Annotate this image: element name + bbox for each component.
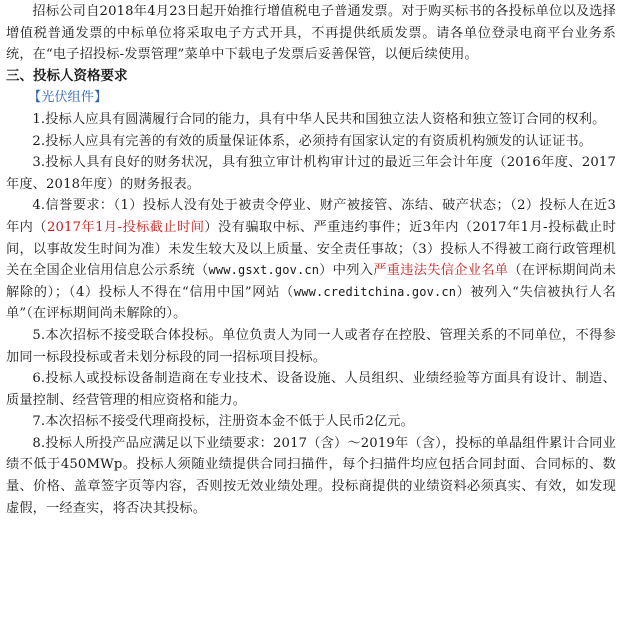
requirement-item-1: 1.投标人应具有圆满履行合同的能力，具有中华人民共和国独立法人资格和独立签订合同的权利。 [32,111,606,127]
item4-part-c: ）中列入 [319,263,374,279]
intro-paragraph: 招标公司自2018年4月23日起开始推行增值税电子普通发票。对于购买标书的各投标单位以及选择增值税普通发票的中标单位将采取电子方式开具，不再提供纸质发票。请各单位登录电商平台业务系统，在“电子招投标-发票管理”菜单中下载电子发票后妥善保管，以便后续使用。 [6,4,616,63]
requirement-item-5: 5.本次招标不接受联合体投标。单位负责人为同一人或者存在控股、管理关系的不同单位，不得参加同一标段投标或者未划分标段的同一招标项目投标。 [6,327,616,365]
tag-open-bracket: 【 [28,90,42,106]
gsxt-url: www.gsxt.gov.cn [208,263,320,278]
requirement-item-6: 6.投标人或投标设备制造商在专业技术、设备设施、人员组织、业绩经验等方面具有设计、制造、质量控制、经营管理的相应资格和能力。 [6,371,616,408]
item4-red-blacklist: 严重违法失信企业名单 [373,263,509,279]
item4-part-b: ）没有骗取中标、严重违约事件；近3年内（2017年1月-投标截止时间，以事故发生时间为准）未发生较大及以上质量、安全责任事故；（3）投标人不得被工商行政管理机关在全国企业信用信息公示系统（ [6,219,616,279]
requirement-item-3: 3.投标人具有良好的财务状况，具有独立审计机构审计过的最近三年会计年度（2016年度、2017年度、2018年度）的财务报表。 [6,155,616,192]
item4-part-a: 4.信誉要求：（1）投标人没有处于被责令停业、财产被接管、冻结、破产状态；（2）投标人在近3年内（ [6,198,616,235]
item4-part-d: （在评标期间尚未解除的）；（4）投标人不得在“信用中国”网站（ [6,263,617,300]
creditchina-url: www.creditchina.gov.cn [293,284,457,299]
section-heading: 三、投标人资格要求 [6,67,128,84]
tag-label: 光伏组件 [41,90,94,106]
group-tag [28,87,616,109]
item4-red-period: 2017年1月-投标截止时间 [46,219,205,235]
item4-part-e: ）被列入“失信被执行人名单”（在评标期间尚未解除的）。 [6,284,616,322]
tag-close-bracket: 】 [93,90,108,106]
requirement-item-2: 2.投标人应具有完善的有效的质量保证体系，必须持有国家认定的有资质机构颁发的认证证书。 [32,133,593,149]
requirement-item-7: 7.本次招标不接受代理商投标，注册资本金不低于人民币2亿元。 [32,414,414,430]
requirement-item-4 [6,195,616,325]
requirement-item-8: 8.投标人所投产品应满足以下业绩要求：2017（含）～2019年（含），投标的单晶组件累计合同业绩不低于450MWp。投标人须随业绩提供合同扫描件，每个扫描件均应包括合同封面、合同标的、数量、价格、盖章签字页等内容，否则按无效业绩处理。投标商提供的业绩资料必须真实、有效，如发现虚假，一经查实，将否决其投标。 [6,435,616,516]
